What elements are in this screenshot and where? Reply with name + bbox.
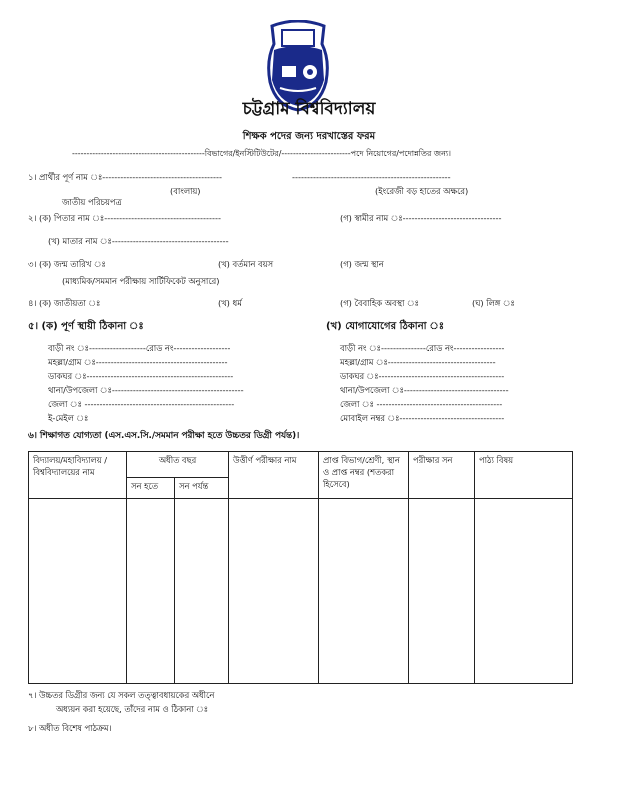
english-label: (ইংরেজী বড় হাতের অক্ষরে)	[375, 186, 469, 196]
cell-year-to[interactable]	[175, 499, 229, 684]
bangla-label: (বাংলায়)	[170, 186, 201, 196]
email-field[interactable]: ই-মেইল ঃ	[48, 413, 89, 423]
birthplace-field[interactable]: (গ) জন্ম স্থান	[340, 259, 384, 269]
father-name-field[interactable]: ২। (ক) পিতার নাম ঃ---------------------------------------	[28, 213, 221, 223]
cell-exam-year[interactable]	[409, 499, 475, 684]
permanent-district-field[interactable]: জেলা ঃ --------------------------------------------------	[48, 399, 235, 409]
cell-institution[interactable]	[29, 499, 127, 684]
col-subject-header: পাঠ্য বিষয়	[475, 452, 573, 499]
nid-field[interactable]: জাতীয় পরিচয়পত্র	[62, 197, 122, 207]
col-division-header: প্রাপ্ত বিভাগ/শ্রেণী, স্থান ও প্রাপ্ত নম্বর (শতকরা হিসেবে)	[319, 452, 409, 499]
applicant-name-field[interactable]: ১। প্রার্থীর পূর্ণ নাম ঃ----------------------------------------	[28, 172, 223, 182]
contact-house-road-field[interactable]: বাড়ী নং ঃ---------------রোড নং-----------------	[340, 343, 505, 353]
contact-village-field[interactable]: মহল্লা/গ্রাম ঃ------------------------------------	[340, 357, 496, 367]
education-heading: ৬। শিক্ষাগত যোগ্যতা (এস.এস.সি./সমমান পরীক্ষা হতে উচ্চতর ডিগ্রী পর্যন্ত)।	[28, 431, 300, 441]
religion-field[interactable]: (খ) ধর্ম	[218, 298, 242, 308]
department-post-line[interactable]: ----------------------------------------------বিভাগের/ইনস্টিটিউটের/------------------------পদে নিয়োগের/পদোন্নতির জন্য।	[72, 149, 452, 158]
dob-note: (মাধ্যমিক/সমমান পরীক্ষায় সার্টিফিকেট অনুসারে)	[62, 276, 220, 286]
gender-field[interactable]: (ঘ) লিঙ্গ ঃ	[472, 298, 515, 308]
age-field[interactable]: (খ) বর্তমান বয়স	[218, 259, 273, 269]
cell-exam[interactable]	[229, 499, 319, 684]
permanent-village-field[interactable]: মহল্লা/গ্রাম ঃ--------------------------------------------	[48, 357, 228, 367]
permanent-post-office-field[interactable]: ডাকঘর ঃ-------------------------------------------------	[48, 371, 234, 381]
contact-district-field[interactable]: জেলা ঃ ------------------------------------------	[340, 399, 503, 409]
col-to-header: সন পর্যন্ত	[175, 478, 229, 499]
permanent-address-heading: ৫। (ক) পূর্ণ স্থায়ী ঠিকানা ঃ	[28, 321, 144, 332]
applicant-name-english-field[interactable]: -----------------------------------------------------	[292, 172, 451, 182]
col-exam-year-header: পরীক্ষার সন	[409, 452, 475, 499]
education-table	[28, 451, 573, 684]
col-from-header: সন হতে	[127, 478, 175, 499]
contact-upazila-field[interactable]: থানা/উপজেলা ঃ-----------------------------------	[340, 385, 509, 395]
permanent-house-road-field[interactable]: বাড়ী নং ঃ-------------------রোড নং-------------------	[48, 343, 231, 353]
husband-name-field[interactable]: (গ) স্বামীর নাম ঃ---------------------------------	[340, 213, 502, 223]
university-name: চট্টগ্রাম বিশ্ববিদ্যালয়	[242, 99, 376, 119]
mother-name-field[interactable]: (খ) মাতার নাম ঃ---------------------------------------	[48, 236, 229, 246]
supervisor-question-line1: ৭। উচ্চতর ডিগ্রীর জন্য যে সকল তত্ত্বাবধায়কের অধীনে	[28, 690, 215, 700]
special-course-field[interactable]: ৮। অধীত বিশেষ পাঠক্রম।	[28, 723, 112, 733]
cell-year-from[interactable]	[127, 499, 175, 684]
col-years-header: অধীত বছর	[127, 452, 229, 478]
col-institution-header: বিদ্যালয়/মহাবিদ্যালয় /বিশ্ববিদ্যালয়ের নাম	[29, 452, 127, 499]
contact-address-heading: (খ) যোগাযোগের ঠিকানা ঃ	[326, 321, 445, 332]
permanent-upazila-field[interactable]: থানা/উপজেলা ঃ--------------------------------------------	[48, 385, 244, 395]
dob-field[interactable]: ৩। (ক) জন্ম তারিখ ঃ	[28, 259, 106, 269]
cell-subject[interactable]	[475, 499, 573, 684]
nationality-field[interactable]: ৪। (ক) জাতীয়তা ঃ	[28, 298, 101, 308]
supervisor-question-line2[interactable]: অধ্যয়ন করা হয়েছে, তাঁদের নাম ও ঠিকানা ঃ	[56, 704, 209, 714]
form-title: শিক্ষক পদের জন্য দরখাস্তের ফরম	[242, 131, 376, 142]
contact-post-office-field[interactable]: ডাকঘর ঃ------------------------------------------	[340, 371, 505, 381]
col-exam-header: উত্তীর্ণ পরীক্ষার নাম	[229, 452, 319, 499]
cell-division[interactable]	[319, 499, 409, 684]
marital-status-field[interactable]: (গ) বৈবাহিক অবস্থা ঃ	[340, 298, 419, 308]
mobile-field[interactable]: মোবাইল নম্বর ঃ-----------------------------------	[340, 413, 505, 423]
